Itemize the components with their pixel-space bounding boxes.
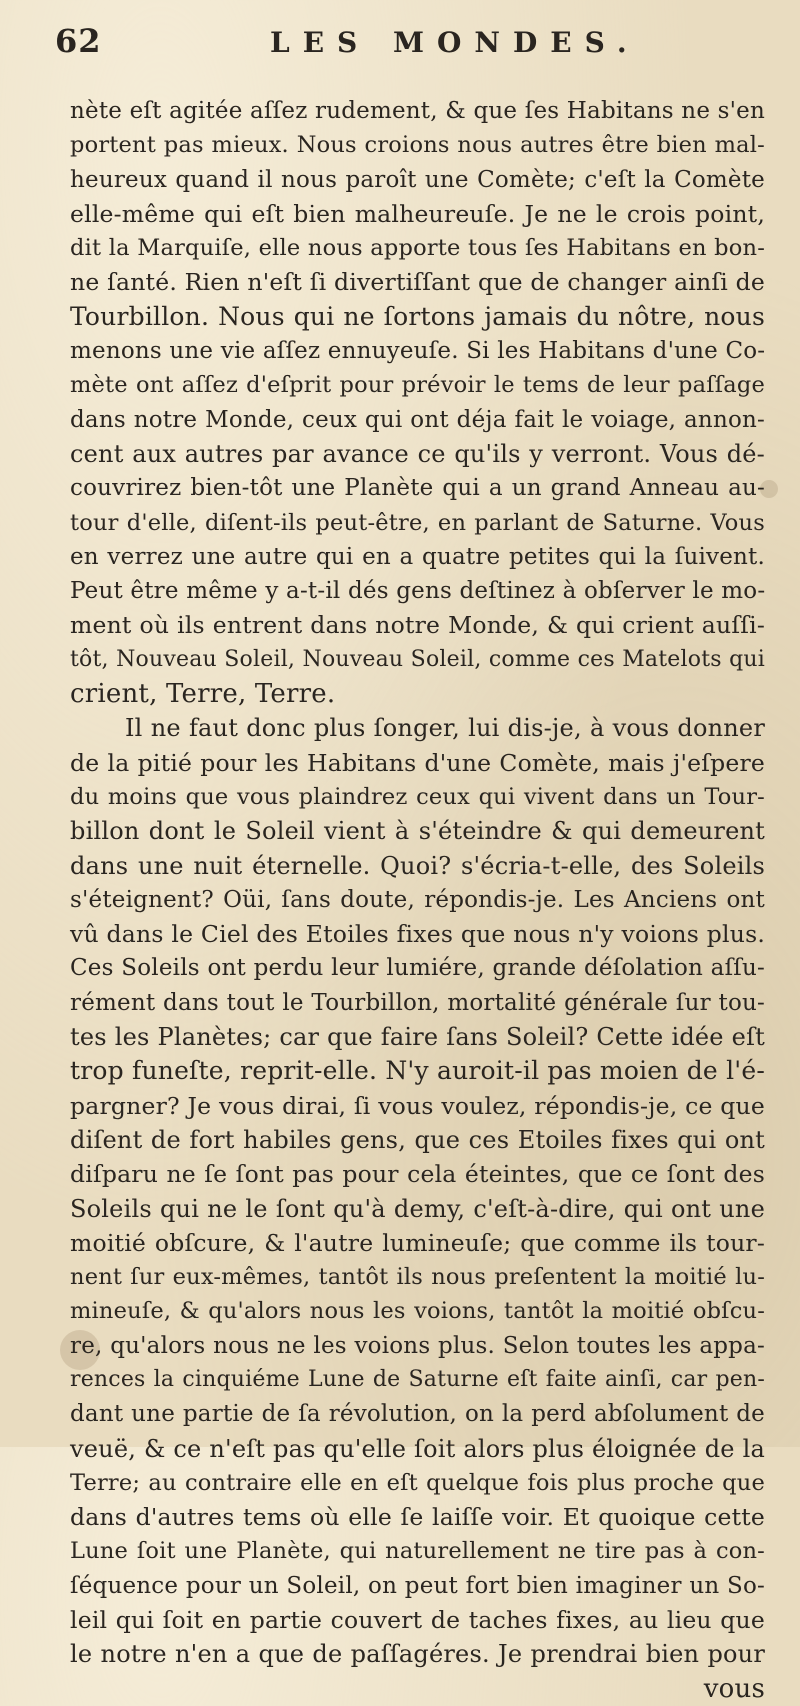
text-line: Soleils qui ne le ſont qu'à demy, c'eſt-à-dire, qui ont une	[70, 1194, 765, 1223]
running-head	[55, 18, 745, 68]
text-line: ſéquence pour un Soleil, on peut fort bien imaginer un So-	[70, 1572, 765, 1599]
text-line: billon dont le Soleil vient à s'éteindre & qui demeurent	[70, 817, 765, 846]
text-line: mète ont aſſez d'eſprit pour prévoir le tems de leur paſſage	[70, 372, 765, 399]
text-line: dans d'autres tems où elle ſe laiſſe voir. Et quoique cette	[70, 1503, 765, 1532]
text-line: crient, Terre, Terre.	[70, 679, 336, 710]
text-body	[70, 94, 765, 1706]
text-line: Tourbillon. Nous qui ne ſortons jamais du nôtre, nous	[70, 301, 765, 331]
text-line: re, qu'alors nous ne les voions plus. Selon toutes les appa-	[70, 1332, 765, 1359]
text-line: ment où ils entrent dans notre Monde, & qui crient auſſi-	[70, 611, 765, 640]
text-line: veuë, & ce n'eſt pas qu'elle ſoit alors plus éloignée de la	[70, 1434, 765, 1463]
text-line: moitié obſcure, & l'autre lumineuſe; que comme ils tour-	[70, 1228, 765, 1257]
text-line: cent aux autres par avance ce qu'ils y verront. Vous dé-	[70, 439, 765, 468]
text-line: tes les Planètes; car que faire ſans Soleil? Cette idée eſt	[70, 1023, 765, 1052]
text-line: Terre; au contraire elle en eſt quelque fois plus proche que	[70, 1469, 765, 1496]
text-line: s'éteignent? Oüi, ſans doute, répondis-je. Les Anciens ont	[70, 886, 765, 913]
text-line: pargner? Je vous dirai, ſi vous voulez, répondis-je, ce que	[70, 1091, 765, 1120]
text-line: portent pas mieux. Nous croions nous autres être bien mal-	[70, 132, 765, 159]
text-line: en verrez une autre qui en a quatre petites qui la ſuivent.	[70, 543, 765, 570]
text-line: heureux quand il nous paroît une Comète; c'eſt la Comète	[70, 166, 765, 193]
text-line: Lune ſoit une Planète, qui naturellement ne tire pas à con-	[70, 1538, 765, 1565]
text-line: trop funeſte, reprit-elle. N'y auroit-il pas moien de l'é-	[70, 1056, 765, 1086]
text-line: leil qui ſoit en partie couvert de taches fixes, au lieu que	[70, 1606, 765, 1635]
text-line: dant une partie de ſa révolution, on la perd abſolument de	[70, 1401, 765, 1428]
text-line: nète eſt agitée aſſez rudement, & que ſes Habitans ne s'en	[70, 98, 765, 124]
text-line: du moins que vous plaindrez ceux qui vivent dans un Tour-	[70, 783, 765, 810]
text-line: Ces Soleils ont perdu leur lumiére, grande déſolation aſſu-	[70, 955, 765, 982]
text-line: diſent de fort habiles gens, que ces Etoiles fixes qui ont	[70, 1125, 765, 1154]
page-number: 62	[55, 22, 102, 60]
text-line: tour d'elle, diſent-ils peut-être, en parlant de Saturne. Vous	[70, 509, 765, 536]
text-line: le notre n'en a que de paſſagéres. Je prendrai bien pour	[70, 1640, 765, 1669]
catchword: vous	[703, 1673, 765, 1704]
text-line: diſparu ne ſe ſont pas pour cela éteintes, que ce ſont des	[70, 1160, 765, 1189]
text-line: Peut être même y a-t-il dés gens deſtinez à obſerver le mo-	[70, 578, 766, 605]
text-line: dans une nuit éternelle. Quoi? s'écria-t-elle, des Soleils	[70, 851, 765, 880]
text-line: dit la Marquiſe, elle nous apporte tous ſes Habitans en bon-	[70, 235, 765, 262]
text-line: tôt, Nouveau Soleil, Nouveau Soleil, comme ces Matelots qui	[70, 646, 765, 672]
text-line: dans notre Monde, ceux qui ont déja fait le voiage, annon-	[70, 406, 765, 433]
text-line: vû dans le Ciel des Etoiles fixes que nous n'y voions plus.	[70, 920, 765, 949]
text-line: elle-même qui eſt bien malheureuſe. Je ne le crois point,	[70, 199, 765, 228]
text-line: couvrirez bien-tôt une Planète qui a un grand Anneau au-	[70, 475, 765, 502]
text-line: de la pitié pour les Habitans d'une Comète, mais j'eſpere	[70, 748, 765, 777]
text-line: mineuſe, & qu'alors nous les voions, tantôt la moitié obſcu-	[70, 1298, 765, 1325]
text-line: nent ſur eux-mêmes, tantôt ils nous preſentent la moitié lu-	[70, 1264, 765, 1291]
text-line: ne ſanté. Rien n'eſt ſi divertiſſant que de changer ainſi de	[70, 268, 765, 297]
text-line: menons une vie aſſez ennuyeuſe. Si les Habitans d'une Co-	[70, 338, 766, 365]
paragraph-start-line: Il ne faut donc plus ſonger, lui dis-je, à vous donner	[125, 714, 765, 743]
text-line: rences la cinquiéme Lune de Saturne eſt faite ainſi, car pen-	[70, 1366, 765, 1392]
text-line: rément dans tout le Tourbillon, mortalité générale ſur tou-	[70, 989, 765, 1016]
running-title: LES MONDES.	[270, 26, 640, 59]
